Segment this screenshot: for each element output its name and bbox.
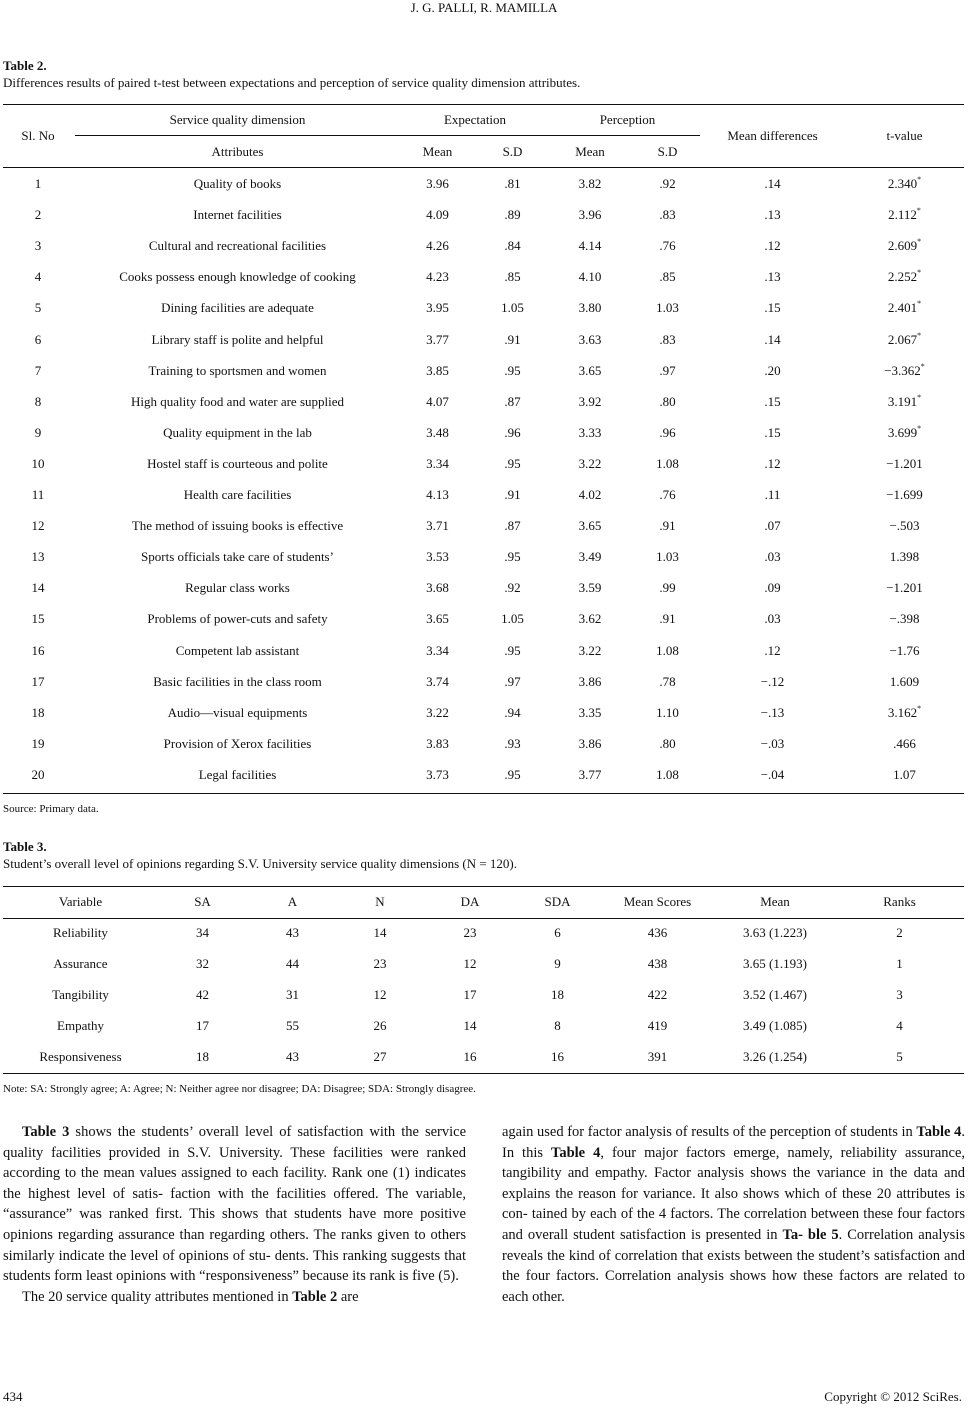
table3-cell: 5 — [896, 1049, 903, 1065]
mean-diff-cell: .03 — [764, 549, 781, 565]
exp-mean-cell: 3.34 — [426, 455, 449, 471]
table3-cell: 2 — [896, 925, 903, 940]
table3-cell: 23 — [463, 925, 477, 940]
col-exp-mean: Mean — [422, 144, 453, 159]
col-exp-sd: S.D — [502, 144, 523, 159]
t-value-cell: 3.191* — [887, 392, 922, 409]
table3-col-header: DA — [460, 894, 480, 909]
per-mean-cell: 3.63 — [578, 331, 602, 347]
per-sd-cell: .80 — [659, 735, 676, 751]
significance-mark: * — [917, 268, 922, 278]
table3-cell: 34 — [196, 925, 209, 940]
per-mean-cell: 3.92 — [578, 393, 602, 409]
significance-mark: * — [917, 299, 922, 309]
table3-cell: 391 — [647, 1049, 668, 1065]
mean-diff-cell: .13 — [764, 207, 781, 223]
sl-no-cell: 3 — [34, 238, 42, 254]
table3-cell: 44 — [286, 956, 299, 972]
per-mean-cell: 3.62 — [578, 611, 602, 627]
table3-cell: 12 — [463, 956, 477, 972]
table3-cell: 18 — [551, 987, 564, 1003]
exp-mean-cell: 3.74 — [426, 673, 449, 689]
table3-cell: 43 — [286, 925, 299, 940]
table3-cell: Reliability — [53, 925, 108, 940]
exp-sd-cell: 1.05 — [501, 611, 524, 627]
col-attributes: Attributes — [211, 144, 264, 159]
per-mean-cell: 3.65 — [578, 518, 602, 534]
per-mean-cell: 3.96 — [578, 207, 602, 223]
per-mean-cell: 3.82 — [578, 176, 602, 191]
t-value-cell: −.503 — [889, 518, 920, 534]
table3-cell: 419 — [647, 1018, 668, 1034]
exp-sd-cell: .94 — [504, 704, 521, 720]
table3-cell: 26 — [373, 1018, 387, 1034]
per-mean-cell: 3.65 — [578, 362, 602, 378]
body-text: again used for factor analysis of results of the perception of students in — [502, 1124, 917, 1140]
per-sd-cell: 1.03 — [656, 300, 679, 316]
per-sd-cell: 1.08 — [656, 642, 679, 658]
t-value-cell: 2.067* — [887, 330, 922, 347]
attribute-cell: Problems of power-cuts and safety — [147, 611, 328, 627]
t-value-cell: .466 — [893, 735, 916, 751]
per-sd-cell: .83 — [659, 207, 676, 223]
sl-no-cell: 1 — [34, 176, 42, 191]
attribute-cell: Internet facilities — [193, 207, 282, 223]
body-text: The 20 service quality attributes mentioned in — [22, 1288, 293, 1305]
sl-no-cell: 9 — [34, 424, 42, 440]
t-value-cell: −1.201 — [886, 580, 923, 596]
exp-mean-cell: 3.96 — [426, 176, 449, 191]
attribute-cell: Regular class works — [185, 580, 290, 596]
exp-mean-cell: 4.09 — [426, 207, 449, 223]
table3-cell: 3.65 (1.193) — [743, 956, 807, 972]
per-sd-cell: .97 — [659, 362, 676, 378]
sl-no-cell: 19 — [31, 735, 45, 751]
per-sd-cell: .76 — [659, 487, 676, 502]
t-value-cell: 1.07 — [893, 766, 916, 782]
mean-diff-cell: .14 — [764, 176, 781, 191]
t-value-cell: −1.699 — [886, 487, 923, 502]
col-t-value: t-value — [886, 128, 923, 143]
body-right-column — [502, 1122, 965, 1307]
t-value-cell: 3.162* — [887, 703, 922, 720]
table3-cell: 3.49 (1.085) — [743, 1018, 807, 1034]
body-left-column — [3, 1122, 466, 1307]
exp-mean-cell: 3.68 — [426, 580, 449, 596]
mean-diff-cell: .20 — [764, 362, 781, 378]
exp-mean-cell: 3.77 — [426, 331, 449, 347]
exp-sd-cell: .89 — [504, 207, 521, 223]
col-mean-differences: Mean differences — [727, 128, 818, 143]
table-ref: Table 4 — [551, 1144, 601, 1161]
exp-mean-cell: 3.53 — [426, 549, 449, 565]
exp-sd-cell: .87 — [504, 518, 521, 534]
table3-bottom-rule — [3, 1073, 964, 1074]
exp-mean-cell: 3.71 — [426, 518, 449, 534]
table3-cell: 23 — [373, 956, 387, 972]
table3-cell: 55 — [286, 1018, 299, 1034]
table3-col-header: SA — [194, 894, 211, 909]
per-sd-cell: .96 — [659, 424, 676, 440]
col-per-sd: S.D — [657, 144, 678, 159]
attribute-cell: Hostel staff is courteous and polite — [147, 455, 328, 471]
exp-sd-cell: .92 — [504, 580, 521, 596]
per-sd-cell: .91 — [659, 611, 676, 627]
exp-sd-cell: .85 — [504, 269, 521, 285]
t-value-cell: −.398 — [889, 611, 920, 627]
table3-cell: Responsiveness — [39, 1049, 122, 1065]
attribute-cell: Sports officials take care of students’ — [141, 549, 334, 565]
sl-no-cell: 13 — [31, 549, 45, 565]
mean-diff-cell: −.04 — [760, 766, 785, 782]
table3-caption: Student’s overall level of opinions regarding S.V. University service quality dimensions (N = 120). — [3, 856, 518, 871]
table2-group-rule — [75, 135, 700, 136]
col-perception: Perception — [599, 112, 656, 127]
per-mean-cell: 4.14 — [578, 238, 602, 254]
attribute-cell: Basic facilities in the class room — [153, 673, 322, 689]
mean-diff-cell: .09 — [764, 580, 781, 596]
exp-mean-cell: 3.85 — [426, 362, 449, 378]
attribute-cell: Library staff is polite and helpful — [151, 331, 324, 347]
mean-diff-cell: −.12 — [760, 673, 785, 689]
body-text: . Correlation analysis reveals the kind of correlation that exists between the student’s satisfaction and the four factors. Correlation analysis shows how these factors are related to each other. — [502, 1226, 965, 1305]
table-ref: Table 4 — [916, 1124, 962, 1140]
significance-mark: * — [917, 175, 922, 184]
exp-sd-cell: .87 — [504, 393, 521, 409]
t-value-cell: 2.252* — [887, 268, 922, 285]
table3-cell: 14 — [373, 925, 387, 940]
mean-diff-cell: .15 — [764, 393, 781, 409]
per-mean-cell: 4.10 — [578, 269, 602, 285]
attribute-cell: Training to sportsmen and women — [148, 362, 327, 378]
t-value-cell: 1.398 — [889, 549, 920, 565]
significance-mark: * — [917, 703, 922, 713]
sl-no-cell: 8 — [34, 393, 42, 409]
t-value-cell: 2.609* — [887, 237, 922, 254]
col-sl-no: Sl. No — [21, 128, 55, 143]
mean-diff-cell: .12 — [764, 238, 781, 254]
exp-sd-cell: .81 — [504, 176, 521, 191]
col-per-mean: Mean — [575, 144, 605, 159]
exp-mean-cell: 3.95 — [426, 300, 449, 316]
exp-sd-cell: .95 — [504, 642, 521, 658]
mean-diff-cell: .12 — [764, 455, 781, 471]
attribute-cell: Audio—visual equipments — [167, 704, 308, 720]
attribute-cell: Provision of Xerox facilities — [163, 735, 312, 751]
table3-col-header: Mean — [760, 894, 790, 909]
table2-caption: Differences results of paired t-test between expectations and perception of service quality dimension attributes. — [3, 75, 581, 90]
per-sd-cell: .83 — [659, 331, 676, 347]
mean-diff-cell: .15 — [764, 424, 781, 440]
body-paragraph — [3, 1122, 466, 1287]
table3-cell: 17 — [196, 1018, 209, 1034]
running-head: J. G. PALLI, R. MAMILLA — [410, 0, 558, 15]
sl-no-cell: 12 — [31, 518, 45, 534]
attribute-cell: The method of issuing books is effective — [131, 518, 344, 534]
table2-top-rule — [3, 104, 964, 105]
table3-col-header: Ranks — [883, 894, 916, 909]
exp-mean-cell: 4.13 — [426, 487, 449, 502]
table3-cell: 8 — [554, 1018, 561, 1034]
sl-no-cell: 6 — [34, 331, 42, 347]
table3-cell: 42 — [196, 987, 209, 1003]
exp-mean-cell: 4.23 — [426, 269, 449, 285]
table3-cell: 31 — [286, 987, 299, 1003]
sl-no-cell: 17 — [31, 673, 45, 689]
significance-mark: * — [916, 206, 921, 216]
table3-header-rule — [3, 918, 964, 919]
mean-diff-cell: −.13 — [760, 704, 785, 720]
exp-mean-cell: 3.34 — [426, 642, 449, 658]
table2-bottom-rule — [3, 793, 964, 794]
per-sd-cell: 1.03 — [656, 549, 679, 565]
table3-cell: 6 — [554, 925, 561, 940]
mean-diff-cell: −.03 — [760, 735, 785, 751]
per-sd-cell: 1.10 — [656, 704, 679, 720]
mean-diff-cell: .13 — [764, 269, 781, 285]
mean-diff-cell: .12 — [764, 642, 781, 658]
mean-diff-cell: .15 — [764, 300, 781, 316]
per-mean-cell: 3.86 — [578, 735, 602, 751]
table3-cell: 32 — [196, 956, 209, 972]
exp-mean-cell: 4.07 — [426, 393, 449, 409]
table3-cell: 4 — [896, 1018, 903, 1034]
per-sd-cell: .78 — [659, 673, 676, 689]
exp-sd-cell: .91 — [504, 487, 521, 502]
significance-mark: * — [917, 423, 922, 433]
body-text: , four major factors emerge, namely, reliability assurance, tangibility and empathy. Factor analysis shows the variance in the data and explains the reason for variance. It also shows which of these 20 attributes is con- tained by each of the 4 factors. The correlation between these four factors and overall student satisfaction is presented in — [502, 1144, 966, 1243]
exp-mean-cell: 3.65 — [426, 611, 449, 627]
exp-mean-cell: 4.26 — [426, 238, 449, 254]
table3-cell: 3.26 (1.254) — [743, 1049, 807, 1065]
mean-diff-cell: .11 — [764, 487, 781, 502]
mean-diff-cell: .14 — [764, 331, 781, 347]
exp-sd-cell: .95 — [504, 549, 521, 565]
per-mean-cell: 3.49 — [578, 549, 602, 565]
per-mean-cell: 3.59 — [578, 580, 602, 596]
significance-mark: * — [917, 392, 922, 402]
sl-no-cell: 5 — [34, 300, 42, 316]
table3-cell: 12 — [373, 987, 387, 1003]
exp-mean-cell: 3.48 — [426, 424, 449, 440]
table-ref: Table 2 — [292, 1288, 338, 1305]
table3-cell: 1 — [896, 956, 903, 972]
attribute-cell: Cultural and recreational facilities — [148, 238, 327, 254]
t-value-cell: −1.201 — [886, 455, 923, 471]
body-paragraph — [502, 1122, 965, 1307]
table3-col-header: A — [287, 894, 298, 909]
attribute-cell: Cooks possess enough knowledge of cooking — [119, 269, 356, 285]
table3-col-header: SDA — [544, 894, 571, 909]
mean-diff-cell: .03 — [764, 611, 781, 627]
per-mean-cell: 3.80 — [578, 300, 602, 316]
exp-sd-cell: .84 — [504, 238, 521, 254]
sl-no-cell: 7 — [34, 362, 42, 378]
page-number: 434 — [3, 1389, 23, 1404]
exp-mean-cell: 3.22 — [426, 704, 449, 720]
per-mean-cell: 3.35 — [578, 704, 602, 720]
table3-cell: 16 — [551, 1049, 564, 1065]
table3-cell: 436 — [647, 925, 668, 940]
per-sd-cell: .91 — [659, 518, 676, 534]
table3-cell: 16 — [463, 1049, 477, 1065]
per-sd-cell: .76 — [659, 238, 676, 254]
table3-col-header: Variable — [58, 894, 103, 909]
per-mean-cell: 3.33 — [578, 424, 602, 440]
per-mean-cell: 3.86 — [578, 673, 602, 689]
table-ref: Ta- ble 5 — [782, 1226, 839, 1243]
sl-no-cell: 14 — [31, 580, 45, 596]
t-value-cell: 2.401* — [887, 299, 922, 316]
attribute-cell: Quality of books — [193, 176, 282, 191]
per-mean-cell: 3.22 — [578, 642, 602, 658]
table3-col-header: N — [375, 894, 385, 909]
body-paragraph — [3, 1287, 466, 1308]
attribute-cell: Competent lab assistant — [175, 642, 300, 658]
table3-cell: Assurance — [53, 956, 108, 972]
sl-no-cell: 2 — [34, 207, 42, 223]
table3-cell: 3 — [896, 987, 903, 1003]
table3-cell: 422 — [647, 987, 668, 1003]
table3-top-rule — [3, 886, 964, 887]
table3-title: Table 3. — [3, 839, 47, 854]
exp-sd-cell: .93 — [504, 735, 521, 751]
per-mean-cell: 4.02 — [578, 487, 602, 502]
exp-sd-cell: .96 — [504, 424, 521, 440]
per-sd-cell: 1.08 — [656, 455, 679, 471]
exp-mean-cell: 3.83 — [426, 735, 449, 751]
exp-sd-cell: .95 — [504, 362, 521, 378]
mean-diff-cell: .07 — [764, 518, 781, 534]
table-ref: Table 3 — [22, 1124, 70, 1140]
table3-cell: Empathy — [57, 1018, 104, 1034]
table3-cell: 3.63 (1.223) — [743, 925, 807, 940]
t-value-cell: 2.112* — [888, 206, 921, 223]
attribute-cell: High quality food and water are supplied — [131, 393, 344, 409]
table3-note: Note: SA: Strongly agree; A: Agree; N: Neither agree nor disagree; DA: Disagree; SDA: Strongly disagree. — [3, 1083, 476, 1095]
exp-sd-cell: .95 — [504, 766, 521, 782]
exp-mean-cell: 3.73 — [426, 766, 449, 782]
sl-no-cell: 20 — [31, 766, 45, 782]
per-sd-cell: .80 — [659, 393, 676, 409]
exp-sd-cell: 1.05 — [501, 300, 524, 316]
sl-no-cell: 4 — [34, 269, 42, 285]
sl-no-cell: 10 — [31, 455, 45, 471]
attribute-cell: Dining facilities are adequate — [161, 300, 314, 316]
per-sd-cell: 1.08 — [656, 766, 679, 782]
table3-col-header: Mean Scores — [623, 894, 692, 909]
table3-cell: 9 — [554, 956, 561, 972]
exp-sd-cell: .91 — [504, 331, 521, 347]
body-text: . In this — [502, 1124, 965, 1161]
table3-cell: 3.52 (1.467) — [743, 987, 807, 1003]
t-value-cell: 2.340* — [887, 175, 922, 191]
body-text: are — [337, 1288, 359, 1305]
sl-no-cell: 15 — [31, 611, 45, 627]
col-service-quality-dimension: Service quality dimension — [169, 112, 306, 127]
t-value-cell: −1.76 — [889, 642, 920, 658]
t-value-cell: 3.699* — [887, 423, 922, 440]
per-mean-cell: 3.77 — [578, 766, 602, 782]
col-expectation: Expectation — [443, 112, 507, 127]
table3-cell: 27 — [373, 1049, 387, 1065]
table3-cell: Tangibility — [52, 987, 109, 1003]
table3-cell: 17 — [463, 987, 477, 1003]
table2-title: Table 2. — [3, 58, 47, 73]
table2-header-rule — [3, 167, 964, 168]
t-value-cell: 1.609 — [889, 673, 920, 689]
per-mean-cell: 3.22 — [578, 455, 602, 471]
attribute-cell: Quality equipment in the lab — [163, 424, 312, 440]
table3-cell: 438 — [647, 956, 668, 972]
t-value-cell: −3.362* — [884, 361, 925, 378]
significance-mark: * — [917, 330, 922, 340]
table2-source-note: Source: Primary data. — [3, 803, 99, 815]
sl-no-cell: 11 — [31, 487, 45, 502]
table3-cell: 43 — [286, 1049, 299, 1065]
table3-cell: 14 — [463, 1018, 477, 1034]
per-sd-cell: .99 — [659, 580, 676, 596]
copyright: Copyright © 2012 SciRes. — [824, 1389, 962, 1404]
sl-no-cell: 16 — [31, 642, 45, 658]
per-sd-cell: .85 — [659, 269, 676, 285]
exp-sd-cell: .97 — [504, 673, 521, 689]
per-sd-cell: .92 — [659, 176, 676, 191]
exp-sd-cell: .95 — [504, 455, 521, 471]
attribute-cell: Legal facilities — [198, 766, 277, 782]
significance-mark: * — [920, 361, 925, 371]
attribute-cell: Health care facilities — [183, 487, 292, 502]
significance-mark: * — [917, 237, 922, 247]
sl-no-cell: 18 — [31, 704, 45, 720]
body-text: shows the students’ overall level of satisfaction with the service quality facilities provided in S.V. University. These facilities were ranked according to the mean values assigned to each facility. Rank one (1) indicates the highest level of satis- faction with the facilities offered. The variable, “assurance” was ranked first. This shows that students have more positive opinions regarding assurance than regarding others. The ranks given to others similarly indicate the level of opinions of stu- dents. This ranking suggests that students form least opinions with “responsiveness” because its rank is five (5). — [3, 1124, 467, 1285]
table3-cell: 18 — [196, 1049, 209, 1065]
